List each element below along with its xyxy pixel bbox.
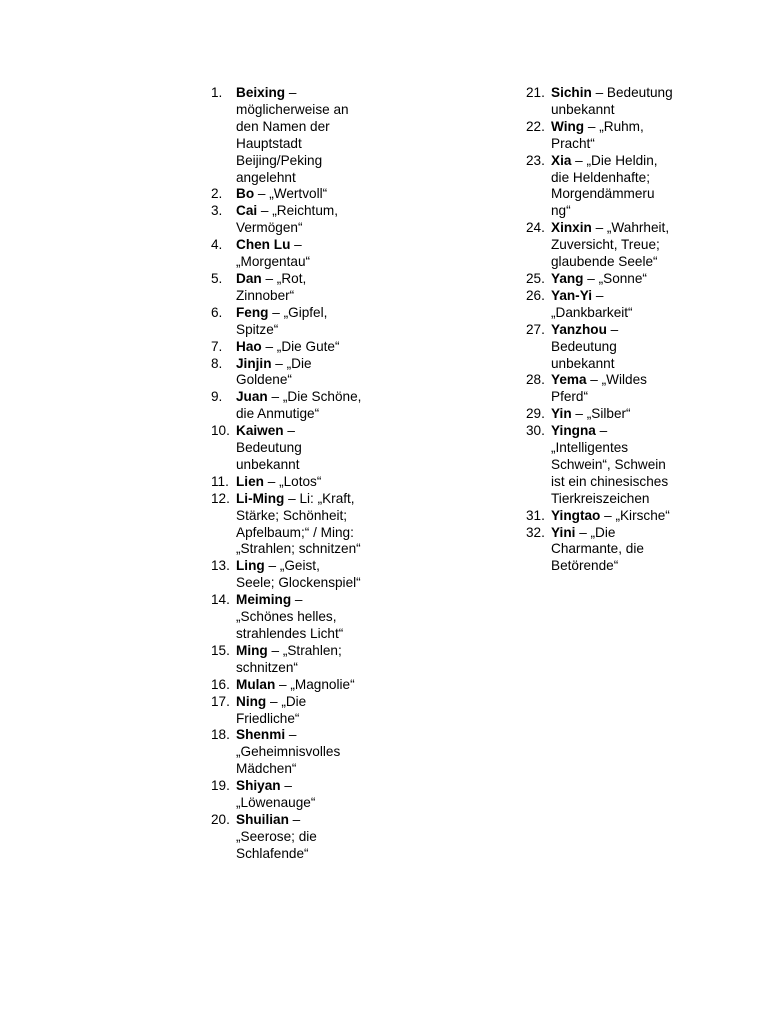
- list-item-number: 1.: [211, 85, 223, 100]
- list-item-text: [551, 508, 677, 525]
- list-item-name: Lien: [236, 473, 264, 489]
- list-item-meaning: – „Die Friedliche“: [236, 693, 307, 726]
- list-item-meaning: – „Intelligentes Schwein“, Schwein ist ein chinesisches Tierkreiszeichen: [551, 423, 669, 506]
- list-item: [211, 677, 371, 694]
- list-item-text: [236, 812, 362, 863]
- list-item-name: Shenmi: [236, 727, 286, 743]
- list-item-number: 26.: [526, 287, 545, 303]
- list-item: [211, 237, 371, 271]
- list-item: [211, 85, 371, 186]
- list-item-meaning: – „Kirsche“: [600, 507, 670, 523]
- list-item-number: 14.: [211, 592, 230, 608]
- list-item-meaning: – „Schönes helles, strahlendes Licht“: [236, 592, 344, 641]
- list-item-name: Kaiwen: [236, 423, 284, 439]
- list-item: [211, 812, 371, 863]
- list-item-meaning: – möglicherweise an den Namen der Hauptstadt Beijing/Peking angelehnt: [236, 85, 349, 185]
- list-item-name: Ning: [236, 693, 267, 709]
- list-item: [526, 423, 686, 508]
- list-item-number: 21.: [526, 85, 545, 100]
- list-item-text: [236, 592, 362, 643]
- list-item: [211, 339, 371, 356]
- list-item-meaning: – Bedeutung unbekannt: [551, 321, 619, 371]
- list-item-number: 28.: [526, 372, 545, 388]
- list-item-number: 27.: [526, 321, 545, 337]
- list-item-number: 24.: [526, 220, 545, 236]
- list-item-meaning: – „Die Charmante, die Betörende“: [551, 524, 644, 574]
- list-item-name: Shuilian: [236, 811, 289, 827]
- list-item-name: Ming: [236, 642, 268, 658]
- list-item-meaning: – „Die Goldene“: [236, 355, 312, 388]
- list-item-meaning: – Li: „Kraft, Stärke; Schönheit; Apfelbaum;“ / Ming: „Strahlen; schnitzen“: [236, 490, 361, 557]
- name-list-left-column: [211, 85, 371, 863]
- list-item-text: [551, 271, 677, 288]
- list-item-name: Chen Lu: [236, 237, 291, 253]
- list-item-number: 25.: [526, 270, 545, 286]
- list-item: [211, 643, 371, 677]
- list-item-meaning: – „Strahlen; schnitzen“: [236, 642, 342, 675]
- list-item-meaning: – „Geheimnisvolles Mädchen“: [236, 727, 341, 777]
- list-item-text: [236, 339, 362, 356]
- list-item-number: 18.: [211, 727, 230, 743]
- list-item-text: [236, 305, 362, 339]
- list-item-number: 2.: [211, 186, 223, 202]
- list-item-meaning: – „Silber“: [571, 406, 631, 422]
- list-item-number: 31.: [526, 507, 545, 523]
- list-item-meaning: – „Dankbarkeit“: [551, 287, 633, 320]
- list-item-meaning: – „Rot, Zinnober“: [236, 270, 307, 303]
- list-item-number: 6.: [211, 304, 223, 320]
- list-item-number: 11.: [211, 473, 229, 489]
- list-item-text: [551, 288, 677, 322]
- list-item-meaning: – „Gipfel, Spitze“: [236, 304, 328, 337]
- list-item-name: Yingna: [551, 423, 596, 439]
- list-item-text: [236, 677, 362, 694]
- list-item: [526, 220, 686, 271]
- list-item-number: 17.: [211, 693, 230, 709]
- list-item-number: 30.: [526, 423, 545, 439]
- list-item: [526, 508, 686, 525]
- list-item-text: [236, 423, 362, 474]
- list-item-text: [551, 406, 677, 423]
- list-item-name: Dan: [236, 270, 262, 286]
- list-item: [526, 85, 686, 119]
- list-item-number: 19.: [211, 778, 230, 794]
- list-item-number: 4.: [211, 237, 223, 253]
- list-item-name: Yema: [551, 372, 587, 388]
- list-item: [211, 389, 371, 423]
- list-item-meaning: – „Die Schöne, die Anmutige“: [236, 389, 362, 422]
- list-item-number: 9.: [211, 389, 223, 405]
- list-item-name: Yingtao: [551, 507, 601, 523]
- list-item-text: [551, 372, 677, 406]
- list-item-meaning: – „Sonne“: [583, 270, 647, 286]
- list-item-meaning: – „Wildes Pferd“: [551, 372, 647, 405]
- list-item: [211, 305, 371, 339]
- list-item-name: Cai: [236, 203, 258, 219]
- list-item-text: [236, 474, 362, 491]
- list-item-meaning: – „Geist, Seele; Glockenspiel“: [236, 558, 361, 591]
- list-item-number: 5.: [211, 270, 223, 286]
- list-item: [211, 558, 371, 592]
- list-item-name: Yan-Yi: [551, 287, 593, 303]
- list-item-text: [551, 220, 677, 271]
- list-item-text: [236, 643, 362, 677]
- list-item-name: Beixing: [236, 85, 286, 100]
- list-item-name: Meiming: [236, 592, 292, 608]
- list-item-number: 22.: [526, 118, 545, 134]
- list-item-number: 12.: [211, 490, 230, 506]
- list-item: [526, 525, 686, 576]
- list-item-meaning: – Bedeutung unbekannt: [236, 423, 302, 472]
- list-item: [211, 491, 371, 559]
- list-item-number: 7.: [211, 338, 223, 354]
- list-item-meaning: – „Ruhm, Pracht“: [551, 118, 644, 151]
- list-item-name: Yin: [551, 406, 572, 422]
- list-item-name: Hao: [236, 338, 262, 354]
- list-item-meaning: – „Wahrheit, Zuversicht, Treue; glaubende Seele“: [551, 220, 670, 270]
- list-item-text: [236, 186, 362, 203]
- list-item: [526, 288, 686, 322]
- list-item-number: 23.: [526, 152, 545, 168]
- list-item-name: Sichin: [551, 85, 592, 100]
- list-item-name: Xia: [551, 152, 572, 168]
- list-item-number: 15.: [211, 642, 230, 658]
- list-item: [526, 153, 686, 221]
- list-item-number: 32.: [526, 524, 545, 540]
- list-item-number: 3.: [211, 203, 223, 219]
- list-item: [526, 271, 686, 288]
- list-item: [211, 271, 371, 305]
- list-item-number: 29.: [526, 406, 545, 422]
- list-item-text: [551, 322, 677, 373]
- list-item-name: Yang: [551, 270, 584, 286]
- list-item-meaning: – „Die Gute“: [261, 338, 340, 354]
- list-item-number: 16.: [211, 676, 230, 692]
- list-item-name: Ling: [236, 558, 265, 574]
- list-item-text: [551, 525, 677, 576]
- list-item: [211, 727, 371, 778]
- list-item-text: [551, 423, 677, 508]
- list-item: [211, 694, 371, 728]
- list-item: [211, 186, 371, 203]
- list-item-text: [236, 271, 362, 305]
- list-item-text: [236, 203, 362, 237]
- list-item-name: Juan: [236, 389, 268, 405]
- list-item-meaning: – „Morgentau“: [236, 237, 311, 270]
- list-item-number: 10.: [211, 423, 230, 439]
- list-item: [526, 406, 686, 423]
- list-item-meaning: – „Reichtum, Vermögen“: [236, 203, 338, 236]
- list-item-name: Shiyan: [236, 778, 281, 794]
- list-item-meaning: – „Die Heldin, die Heldenhafte; Morgendämmeru ng“: [551, 152, 658, 219]
- list-item-text: [236, 237, 362, 271]
- list-item-name: Wing: [551, 118, 585, 134]
- list-item-text: [236, 356, 362, 390]
- list-item-number: 13.: [211, 558, 230, 574]
- list-item-meaning: – Bedeutung unbekannt: [551, 85, 673, 117]
- list-item-text: [236, 727, 362, 778]
- list-item: [211, 423, 371, 474]
- name-list-right-column: [526, 85, 686, 575]
- list-item-meaning: – „Seerose; die Schlafende“: [236, 811, 317, 861]
- list-item-name: Yini: [551, 524, 576, 540]
- list-item-name: Feng: [236, 304, 269, 320]
- list-item-name: Jinjin: [236, 355, 272, 371]
- list-item-name: Xinxin: [551, 220, 592, 236]
- list-item-text: [236, 694, 362, 728]
- list-item: [211, 474, 371, 491]
- list-item-number: 8.: [211, 355, 223, 371]
- list-item-name: Bo: [236, 186, 255, 202]
- list-item: [211, 592, 371, 643]
- list-item-text: [236, 778, 362, 812]
- list-item: [526, 119, 686, 153]
- list-item-name: Mulan: [236, 676, 276, 692]
- list-item-name: Li-Ming: [236, 490, 285, 506]
- list-item-meaning: – „Löwenauge“: [236, 778, 316, 811]
- list-item-text: [551, 153, 677, 221]
- list-item-text: [236, 85, 362, 186]
- list-item-meaning: – „Magnolie“: [275, 676, 355, 692]
- list-item-text: [236, 389, 362, 423]
- list-item-text: [236, 491, 362, 559]
- list-item-text: [551, 85, 677, 119]
- list-item: [211, 778, 371, 812]
- list-item-number: 20.: [211, 811, 230, 827]
- list-item-text: [236, 558, 362, 592]
- list-item-meaning: – „Wertvoll“: [254, 186, 328, 202]
- list-item: [211, 356, 371, 390]
- list-item-name: Yanzhou: [551, 321, 607, 337]
- list-item-text: [551, 119, 677, 153]
- list-item: [526, 322, 686, 373]
- list-item-meaning: – „Lotos“: [263, 473, 322, 489]
- list-item: [211, 203, 371, 237]
- list-item: [526, 372, 686, 406]
